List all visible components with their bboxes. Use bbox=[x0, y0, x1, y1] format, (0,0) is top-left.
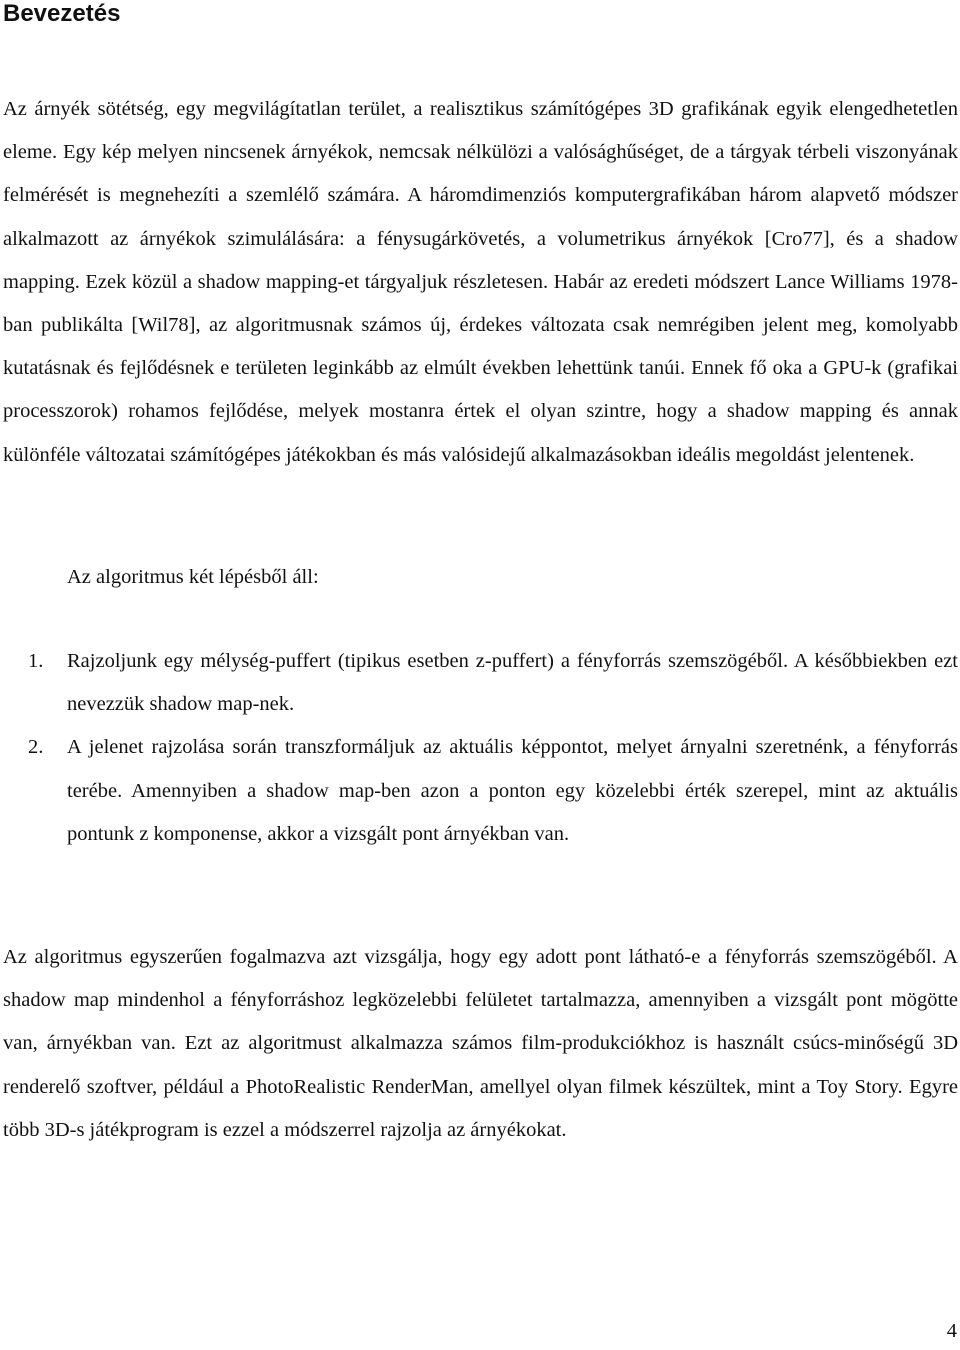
page-number: 4 bbox=[946, 1320, 957, 1342]
step-number: 1. bbox=[28, 650, 44, 672]
step-text: Rajzoljunk egy mélység-puffert (tipikus esetben z-puffert) a fényforrás szemszögéből. A későbbiekben ezt nevezzük shadow map-nek. bbox=[67, 650, 958, 716]
algorithm-steps-list bbox=[0, 640, 960, 856]
list-item bbox=[0, 640, 960, 726]
step-text: A jelenet rajzolása során transzformáljuk az aktuális képpontot, melyet árnyalni szeretnénk, a fényforrás terébe. Amennyiben a shadow map-ben azon a ponton egy közelebbi érték szerepel, mint az aktuális pontunk z komponense, akkor a vizsgált pont árnyékban van. bbox=[67, 736, 958, 845]
section-heading: Bevezetés bbox=[3, 0, 121, 27]
step-number: 2. bbox=[28, 736, 44, 759]
list-item bbox=[0, 726, 960, 856]
summary-paragraph: Az algoritmus egyszerűen fogalmazva azt vizsgálja, hogy egy adott pont látható-e a fényforrás szemszögéből. A shadow map mindenhol a fényforráshoz legközelebbi felületet tartalmazza, amennyiben a vizsgált pont mögötte van, árnyékban van. Ezt az algoritmust alkalmazza számos film-produkciókhoz is használt csúcs-minőségű 3D renderelő szoftver, például a PhotoRealistic RenderMan, amellyel olyan filmek készültek, mint a Toy Story. Egyre több 3D-s játékprogram is ezzel a módszerrel rajzolja az árnyékokat. bbox=[3, 946, 958, 1141]
steps-intro: Az algoritmus két lépésből áll: bbox=[67, 566, 319, 588]
intro-paragraph: Az árnyék sötétség, egy megvilágítatlan terület, a realisztikus számítógépes 3D grafikának egyik elengedhetetlen eleme. Egy kép melyen nincsenek árnyékok, nemcsak nélkülözi a valósághűséget, de a tárgyak térbeli viszonyának felmérését is megnehezíti a szemlélő számára. A háromdimenziós komputergrafikában három alapvető módszer alkalmazott az árnyékok szimulálására: a fénysugárkövetés, a volumetrikus árnyékok [Cro77], és a shadow mapping. Ezek közül a shadow mapping-et tárgyaljuk részletesen. Habár az eredeti módszert Lance Williams 1978-ban publikálta [Wil78], az algoritmusnak számos új, érdekes változata csak nemrégiben jelent meg, komolyabb kutatásnak és fejlődésnek e területen leginkább az elmúlt években lehettünk tanúi. Ennek fő oka a GPU-k (grafikai processzorok) rohamos fejlődése, melyek mostanra értek el olyan szintre, hogy a shadow mapping és annak különféle változatai számítógépes játékokban és más valósidejű alkalmazásokban ideális megoldást jelentenek. bbox=[3, 98, 958, 466]
